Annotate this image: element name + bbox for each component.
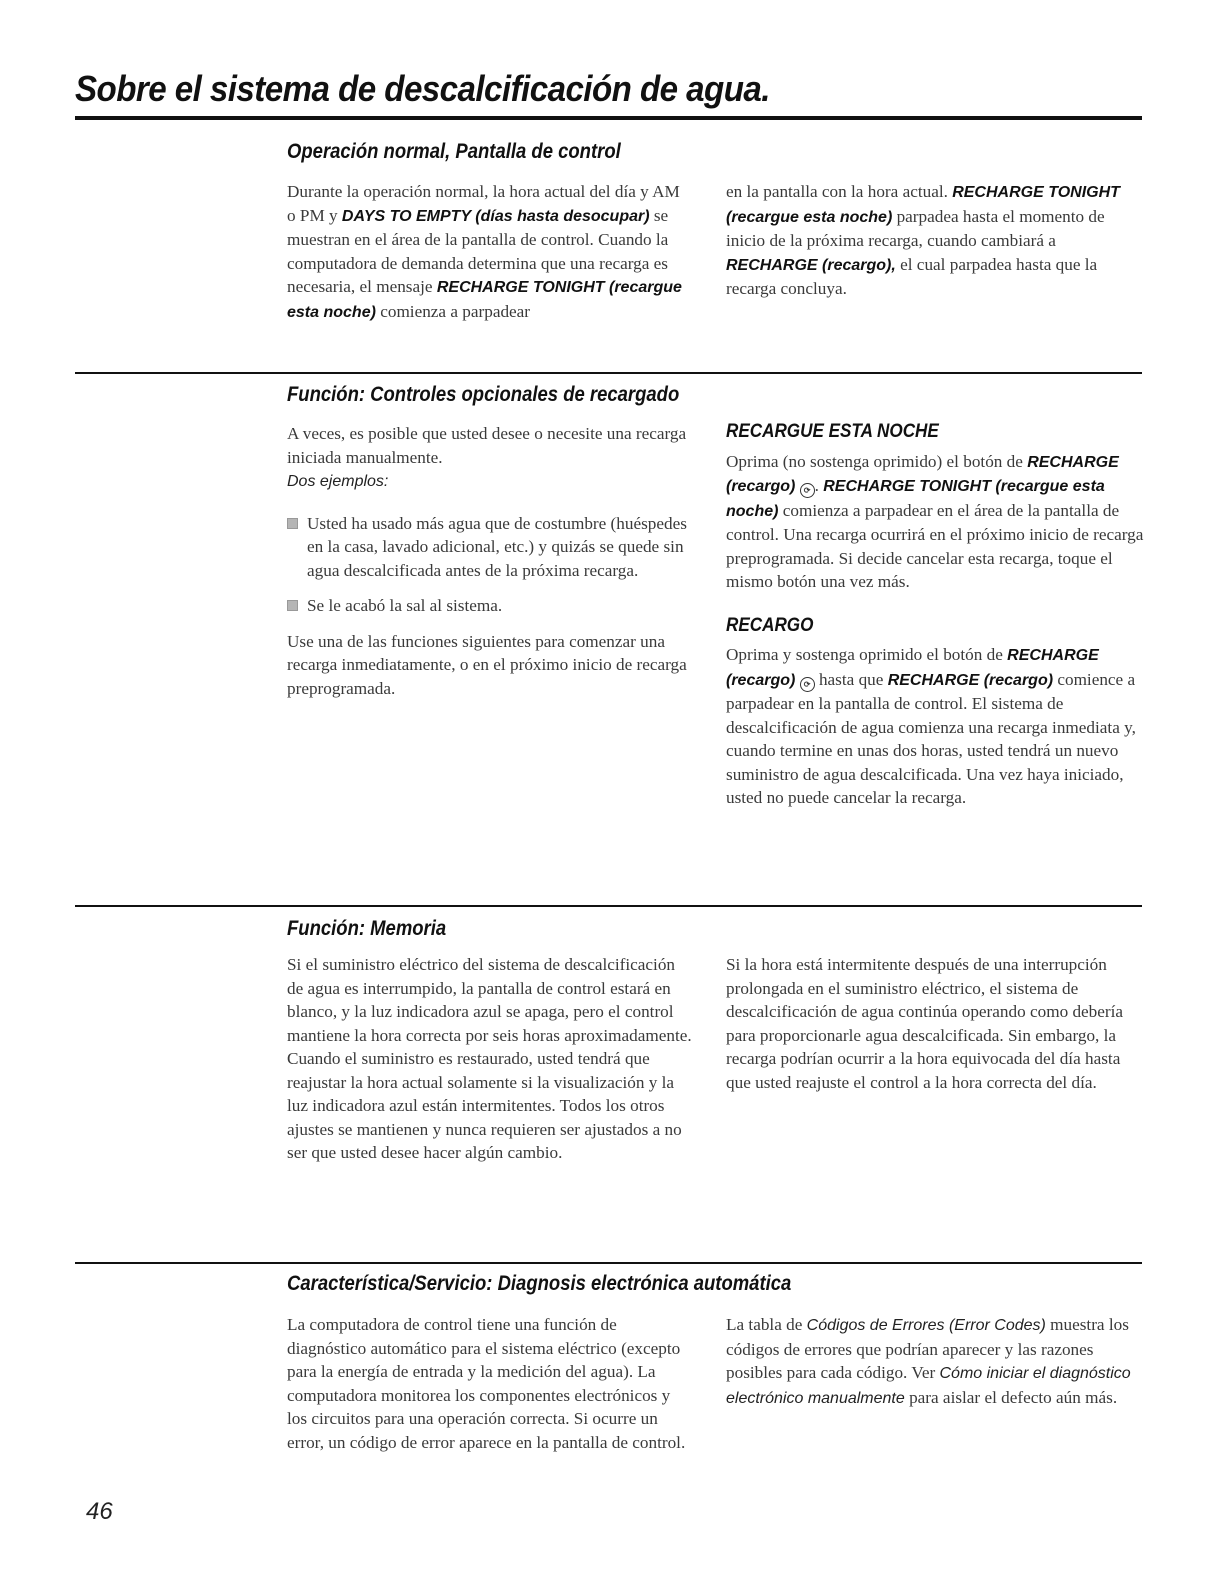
recharge-controls-col2: RECARGUE ESTA NOCHE Oprima (no sostenga oprimido) el botón de RECHARGE (recargo) ⟳ . RECHARGE TONIGHT (recargue esta noche) comienza a parpadear en el área de la pantalla de control. Una recarga ocurrirá en el próximo inicio de recarga preprogramada. Si decide cancelar esta recarga, toque el mismo botón una vez más. RECARGO Oprima y sostenga oprimido el botón de RECHARGE (recargo) ⟳ hasta que RECHARGE (recargo) comience a parpadear en la pantalla de control. El sistema de descalcificación de agua comienza una recarga inmediata y, cuando termine en unas dos horas, usted tendrá un nuevo suministro de agua descalcificada. Una vez haya iniciado, usted no puede cancelar la recarga. xyxy=(726,421,1144,807)
bullet-icon xyxy=(287,518,298,529)
normal-operation-col1: Durante la operación normal, la hora actual del día y AM o PM y DAYS TO EMPTY (días hasta desocupar) se muestran en el área de la pantalla de control. Cuando la computadora de demanda determina que una recarga es necesaria, el mensaje RECHARGE TONIGHT (recargue esta noche) comienza a parpadear xyxy=(287,182,682,321)
page-number: 46 xyxy=(86,1498,113,1525)
recharge-button-icon: ⟳ xyxy=(800,677,815,692)
title-rule xyxy=(75,116,1142,120)
section-heading-memory: Función: Memoria xyxy=(287,917,447,940)
diagnostics-col1: La computadora de control tiene una función de diagnóstico automático para el sistema eléctrico (excepto para la energía de entrada y la medición del agua). La computadora monitorea los componentes electrónicos y los circuitos para una operación correcta. Si ocurre un error, un código de error aparece en la pantalla de control. xyxy=(287,1315,686,1452)
section-heading-recharge-controls: Función: Controles opcionales de recargado xyxy=(287,383,680,406)
section-divider xyxy=(75,905,1142,907)
memory-col1: Si el suministro eléctrico del sistema de descalcificación de agua es interrumpido, la pantalla de control estará en blanco, y la luz indicadora azul se apaga, pero el control mantiene la hora correcta por seis horas aproximadamente. Cuando el suministro es restaurado, usted tendrá que reajustar la hora actual solamente si la visualización y la luz indicadora azul están intermitentes. Todos los otros ajustes se mantienen y nunca requieren ser ajustados a no ser que usted desee hacer algún cambio. xyxy=(287,955,692,1162)
recharge-button-icon: ⟳ xyxy=(800,483,815,498)
recharge-controls-col1: A veces, es posible que usted desee o necesite una recarga iniciada manualmente. Dos ejemplos: Usted ha usado más agua que de costumbre (huéspedes en la casa, lavado adicional, etc.) y quizás se quede sin agua descalcificada antes de la próxima recarga. Se le acabó la sal al sistema. Use una de las funciones siguientes para comenzar una recarga inmediatamente, o en el próximo inicio de recarga preprogramada. xyxy=(287,424,687,698)
subheading-recharge: RECARGO xyxy=(726,614,814,636)
memory-col2: Si la hora está intermitente después de una interrupción prolongada en el suministro eléctrico, el sistema de descalcificación de agua continúa operando como debería para proporcionarle agua descalcificada. Sin embargo, la recarga podrían ocurrir a la hora equivocada del día hasta que usted reajuste el control a la hora correcta del día. xyxy=(726,955,1124,1092)
diagnostics-col2: La tabla de Códigos de Errores (Error Codes) muestra los códigos de errores que podrían aparecer y las razones posibles para cada código. Ver Cómo iniciar el diagnóstico electrónico manualmente para aislar el defecto aún más. xyxy=(726,1315,1131,1407)
section-heading-diagnostics: Característica/Servicio: Diagnosis electrónica automática xyxy=(287,1272,792,1295)
section-heading-normal-operation: Operación normal, Pantalla de control xyxy=(287,140,621,163)
subheading-recharge-tonight: RECARGUE ESTA NOCHE xyxy=(726,421,939,442)
list-item: Usted ha usado más agua que de costumbre (huéspedes en la casa, lavado adicional, etc.) y quizás se quede sin agua descalcificada antes de la próxima recarga. xyxy=(287,512,687,583)
list-item: Se le acabó la sal al sistema. xyxy=(287,594,687,618)
normal-operation-col2: en la pantalla con la hora actual. RECHARGE TONIGHT (recargue esta noche) parpadea hasta el momento de inicio de la próxima recarga, cuando cambiará a RECHARGE (recargo), el cual parpadea hasta que la recarga concluya. xyxy=(726,182,1120,298)
page-title: Sobre el sistema de descalcificación de agua. xyxy=(75,68,770,109)
bullet-icon xyxy=(287,600,298,611)
section-divider xyxy=(75,1262,1142,1264)
section-divider xyxy=(75,372,1142,374)
